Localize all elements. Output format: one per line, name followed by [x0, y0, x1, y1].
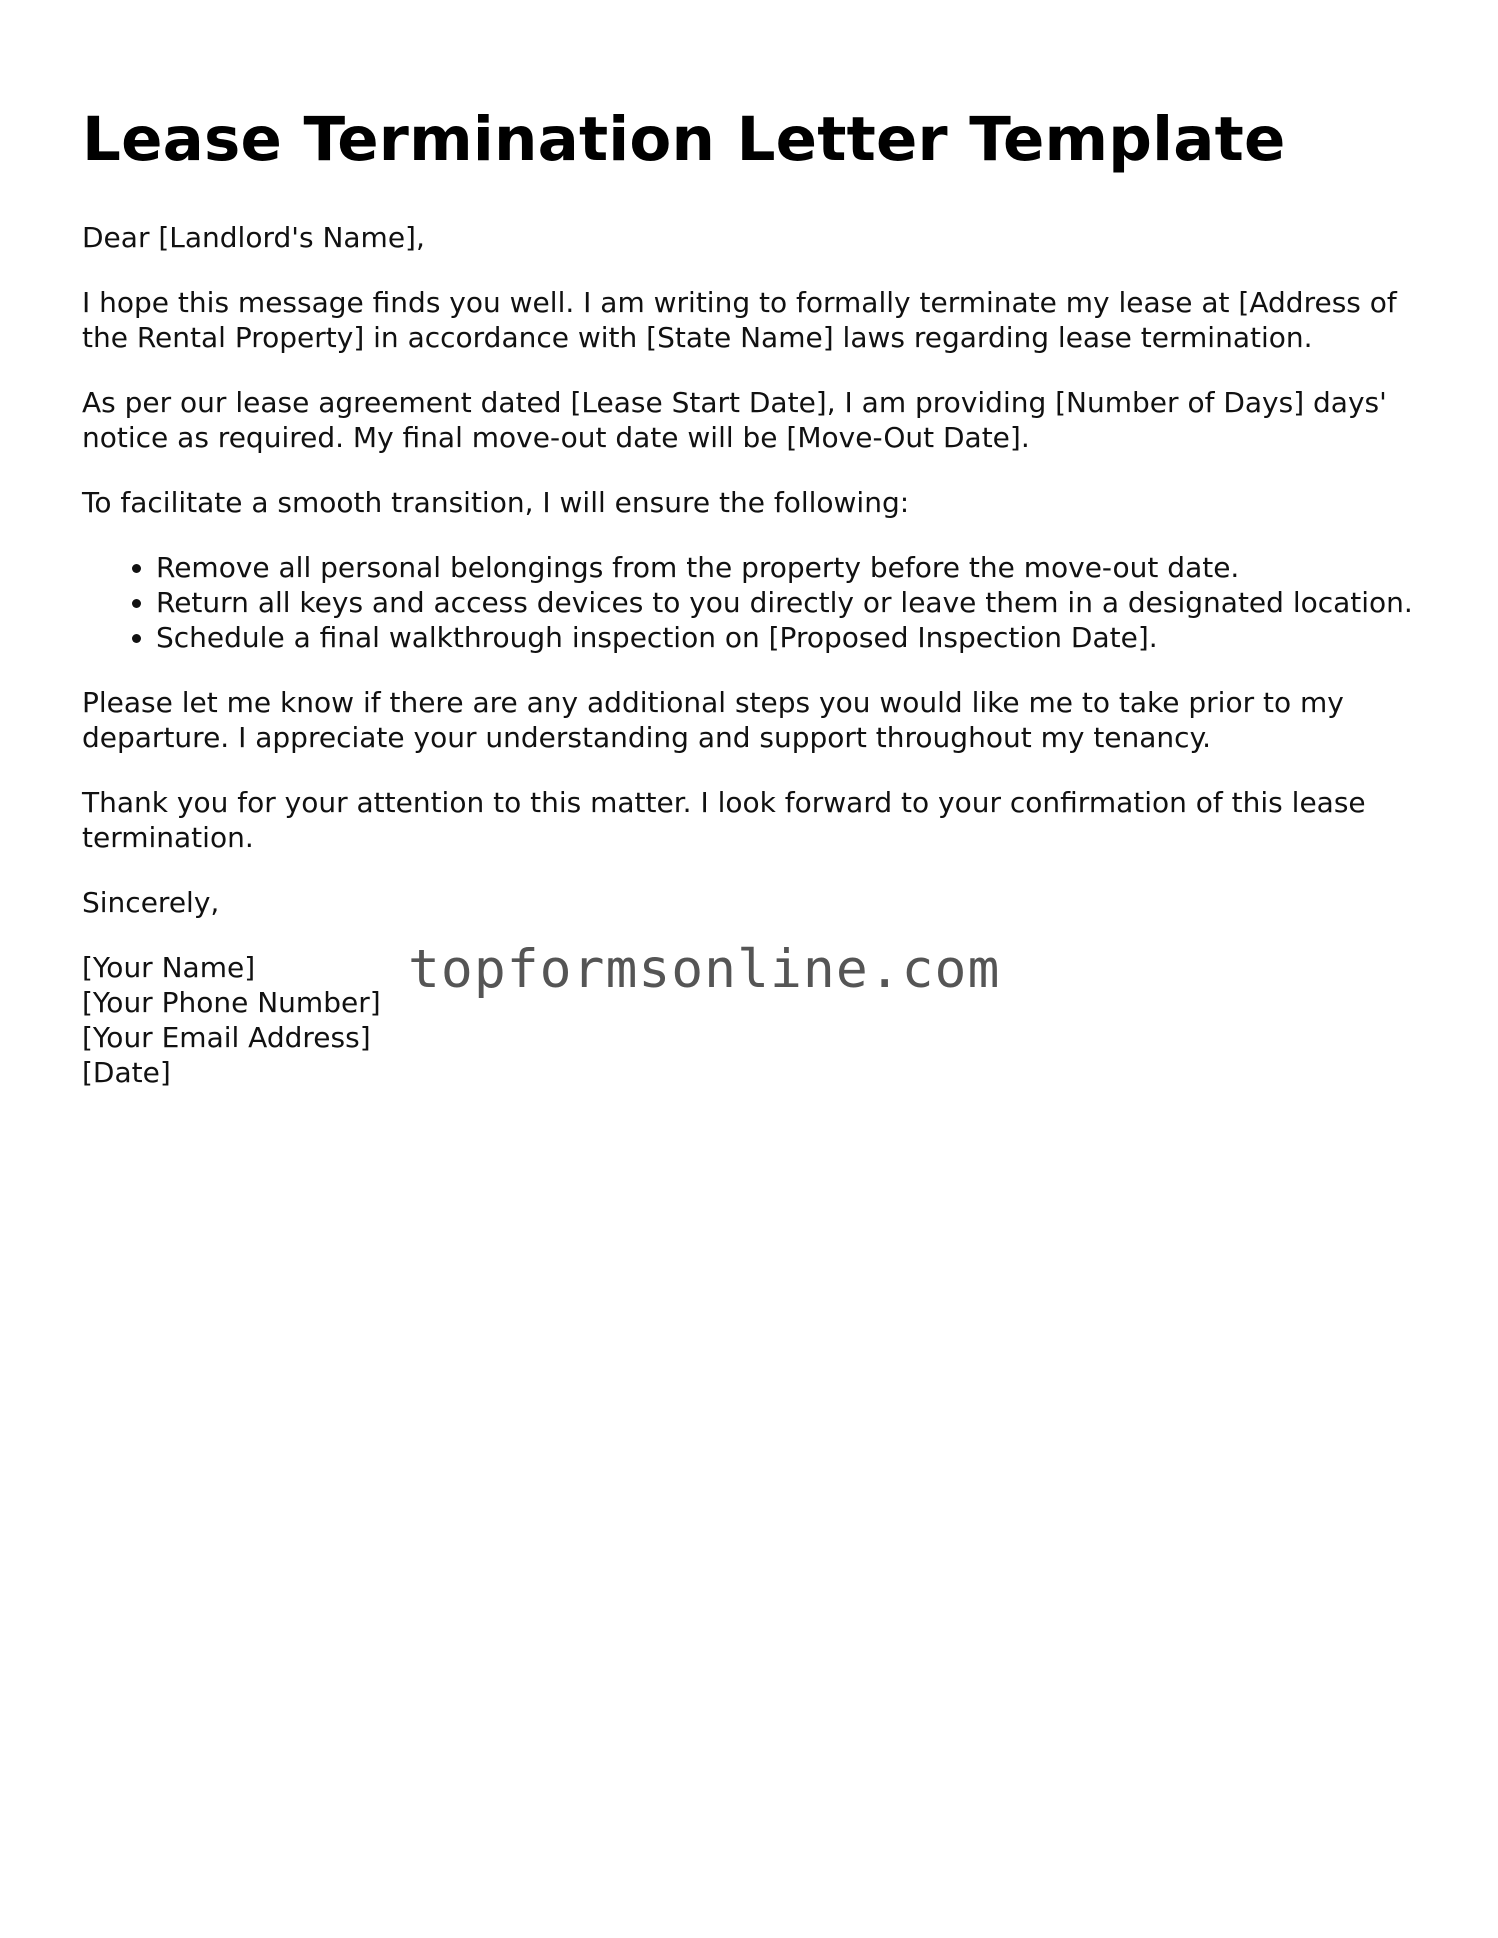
signature-date: [Date]: [82, 1056, 171, 1089]
watermark: topformsonline.com: [408, 939, 1001, 1000]
list-item: • Schedule a final walkthrough inspection on [Proposed Inspection Date].: [156, 620, 1422, 655]
transition-paragraph: To facilitate a smooth transition, I will ensure the following:: [82, 486, 910, 519]
signature-name: [Your Name]: [82, 951, 256, 984]
additional-steps-paragraph: Please let me know if there are any additional steps you would like me to take prior to my departure. I appreciate your understanding and support throughout my tenancy.: [82, 686, 1344, 754]
signature-phone: [Your Phone Number]: [82, 986, 381, 1019]
notice-paragraph: As per our lease agreement dated [Lease Start Date], I am providing [Number of Days] days' notice as required. My final move-out date will be [Move-Out Date].: [82, 386, 1387, 454]
sign-off: Sincerely,: [82, 886, 220, 919]
list-item: • Remove all personal belongings from the property before the move-out date.: [156, 550, 1422, 585]
intro-paragraph: I hope this message finds you well. I am writing to formally terminate my lease at [Address of the Rental Property] in accordance with [State Name] laws regarding lease termination.: [82, 286, 1397, 354]
thank-you-paragraph: Thank you for your attention to this matter. I look forward to your confirmation of this lease termination.: [82, 786, 1366, 854]
commitments-list: [82, 550, 1422, 655]
salutation: Dear [Landlord's Name],: [82, 221, 425, 254]
document-title: Lease Termination Letter Template: [82, 104, 1286, 175]
list-item: • Return all keys and access devices to you directly or leave them in a designated location.: [156, 585, 1422, 620]
signature-email: [Your Email Address]: [82, 1021, 371, 1054]
